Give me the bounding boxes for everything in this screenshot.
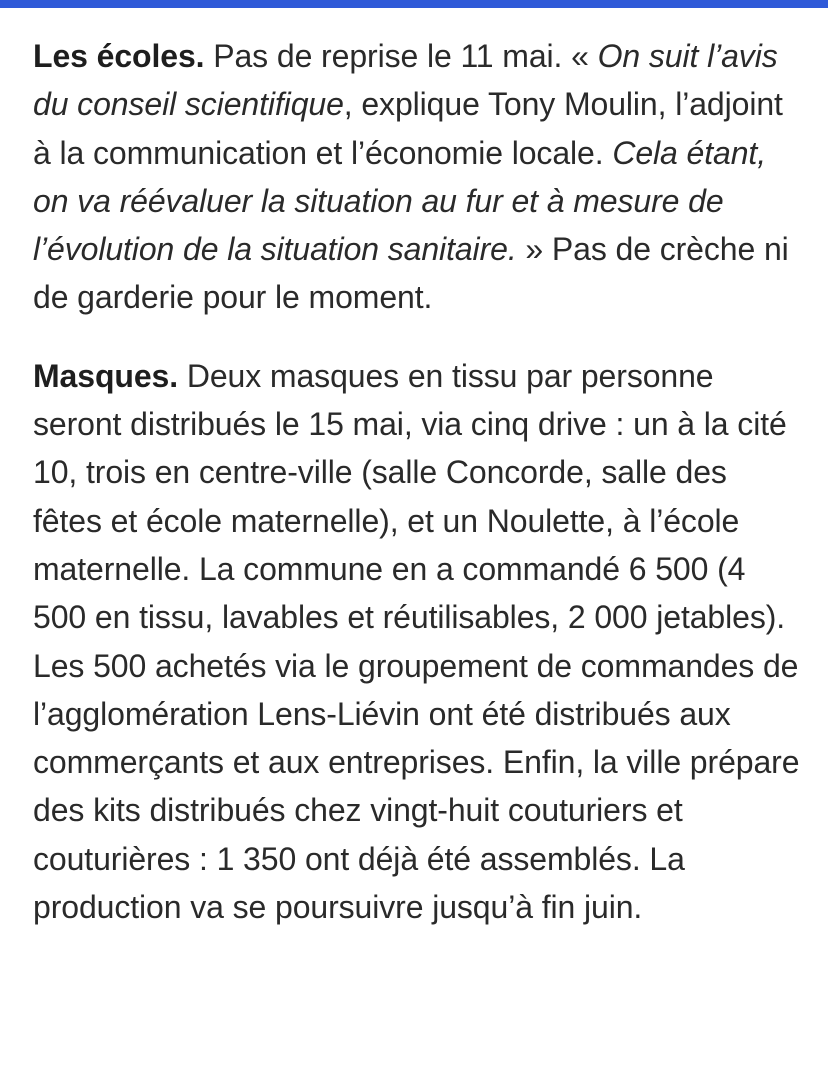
top-accent-bar <box>0 0 828 8</box>
paragraph-text: , explique Tony Moulin, l’adjoint à la communication et l’économie locale. <box>33 86 783 171</box>
paragraph-lead-masques: Masques. <box>33 357 179 394</box>
paragraph-lead-ecoles: Les écoles. <box>33 38 205 74</box>
paragraph-text: Pas de reprise le 11 mai. « <box>204 38 598 74</box>
quote-text: Cela étant, on va réévaluer la situation au fur et à mesure de l’évolution de la situation sanitaire. <box>33 134 766 268</box>
paragraph-ecoles <box>33 32 803 322</box>
quote-text: On suit l’avis du conseil scientifique <box>33 38 778 123</box>
article-body <box>33 32 803 931</box>
paragraph-text: Deux masques en tissu par personne seront distribués le 15 mai, via cinq drive : un à la cité 10, trois en centre-ville (salle Concorde, salle des fêtes et école maternelle), et un Noulette, à l’école maternelle. La commune en a commandé 6 500 (4 500 en tissu, lavables et réutilisables, 2 000 jetables). Les 500 achetés via le groupement de commandes de l’agglomération Lens-Liévin ont été distribués aux commerçants et aux entreprises. Enfin, la ville prépare des kits distribués chez vingt-huit couturiers et couturières : 1 350 ont déjà été assemblés. La production va se poursuivre jusqu’à fin juin. <box>33 357 800 926</box>
paragraph-text: » Pas de crèche ni de garderie pour le moment. <box>33 231 789 316</box>
paragraph-masques <box>33 352 803 932</box>
